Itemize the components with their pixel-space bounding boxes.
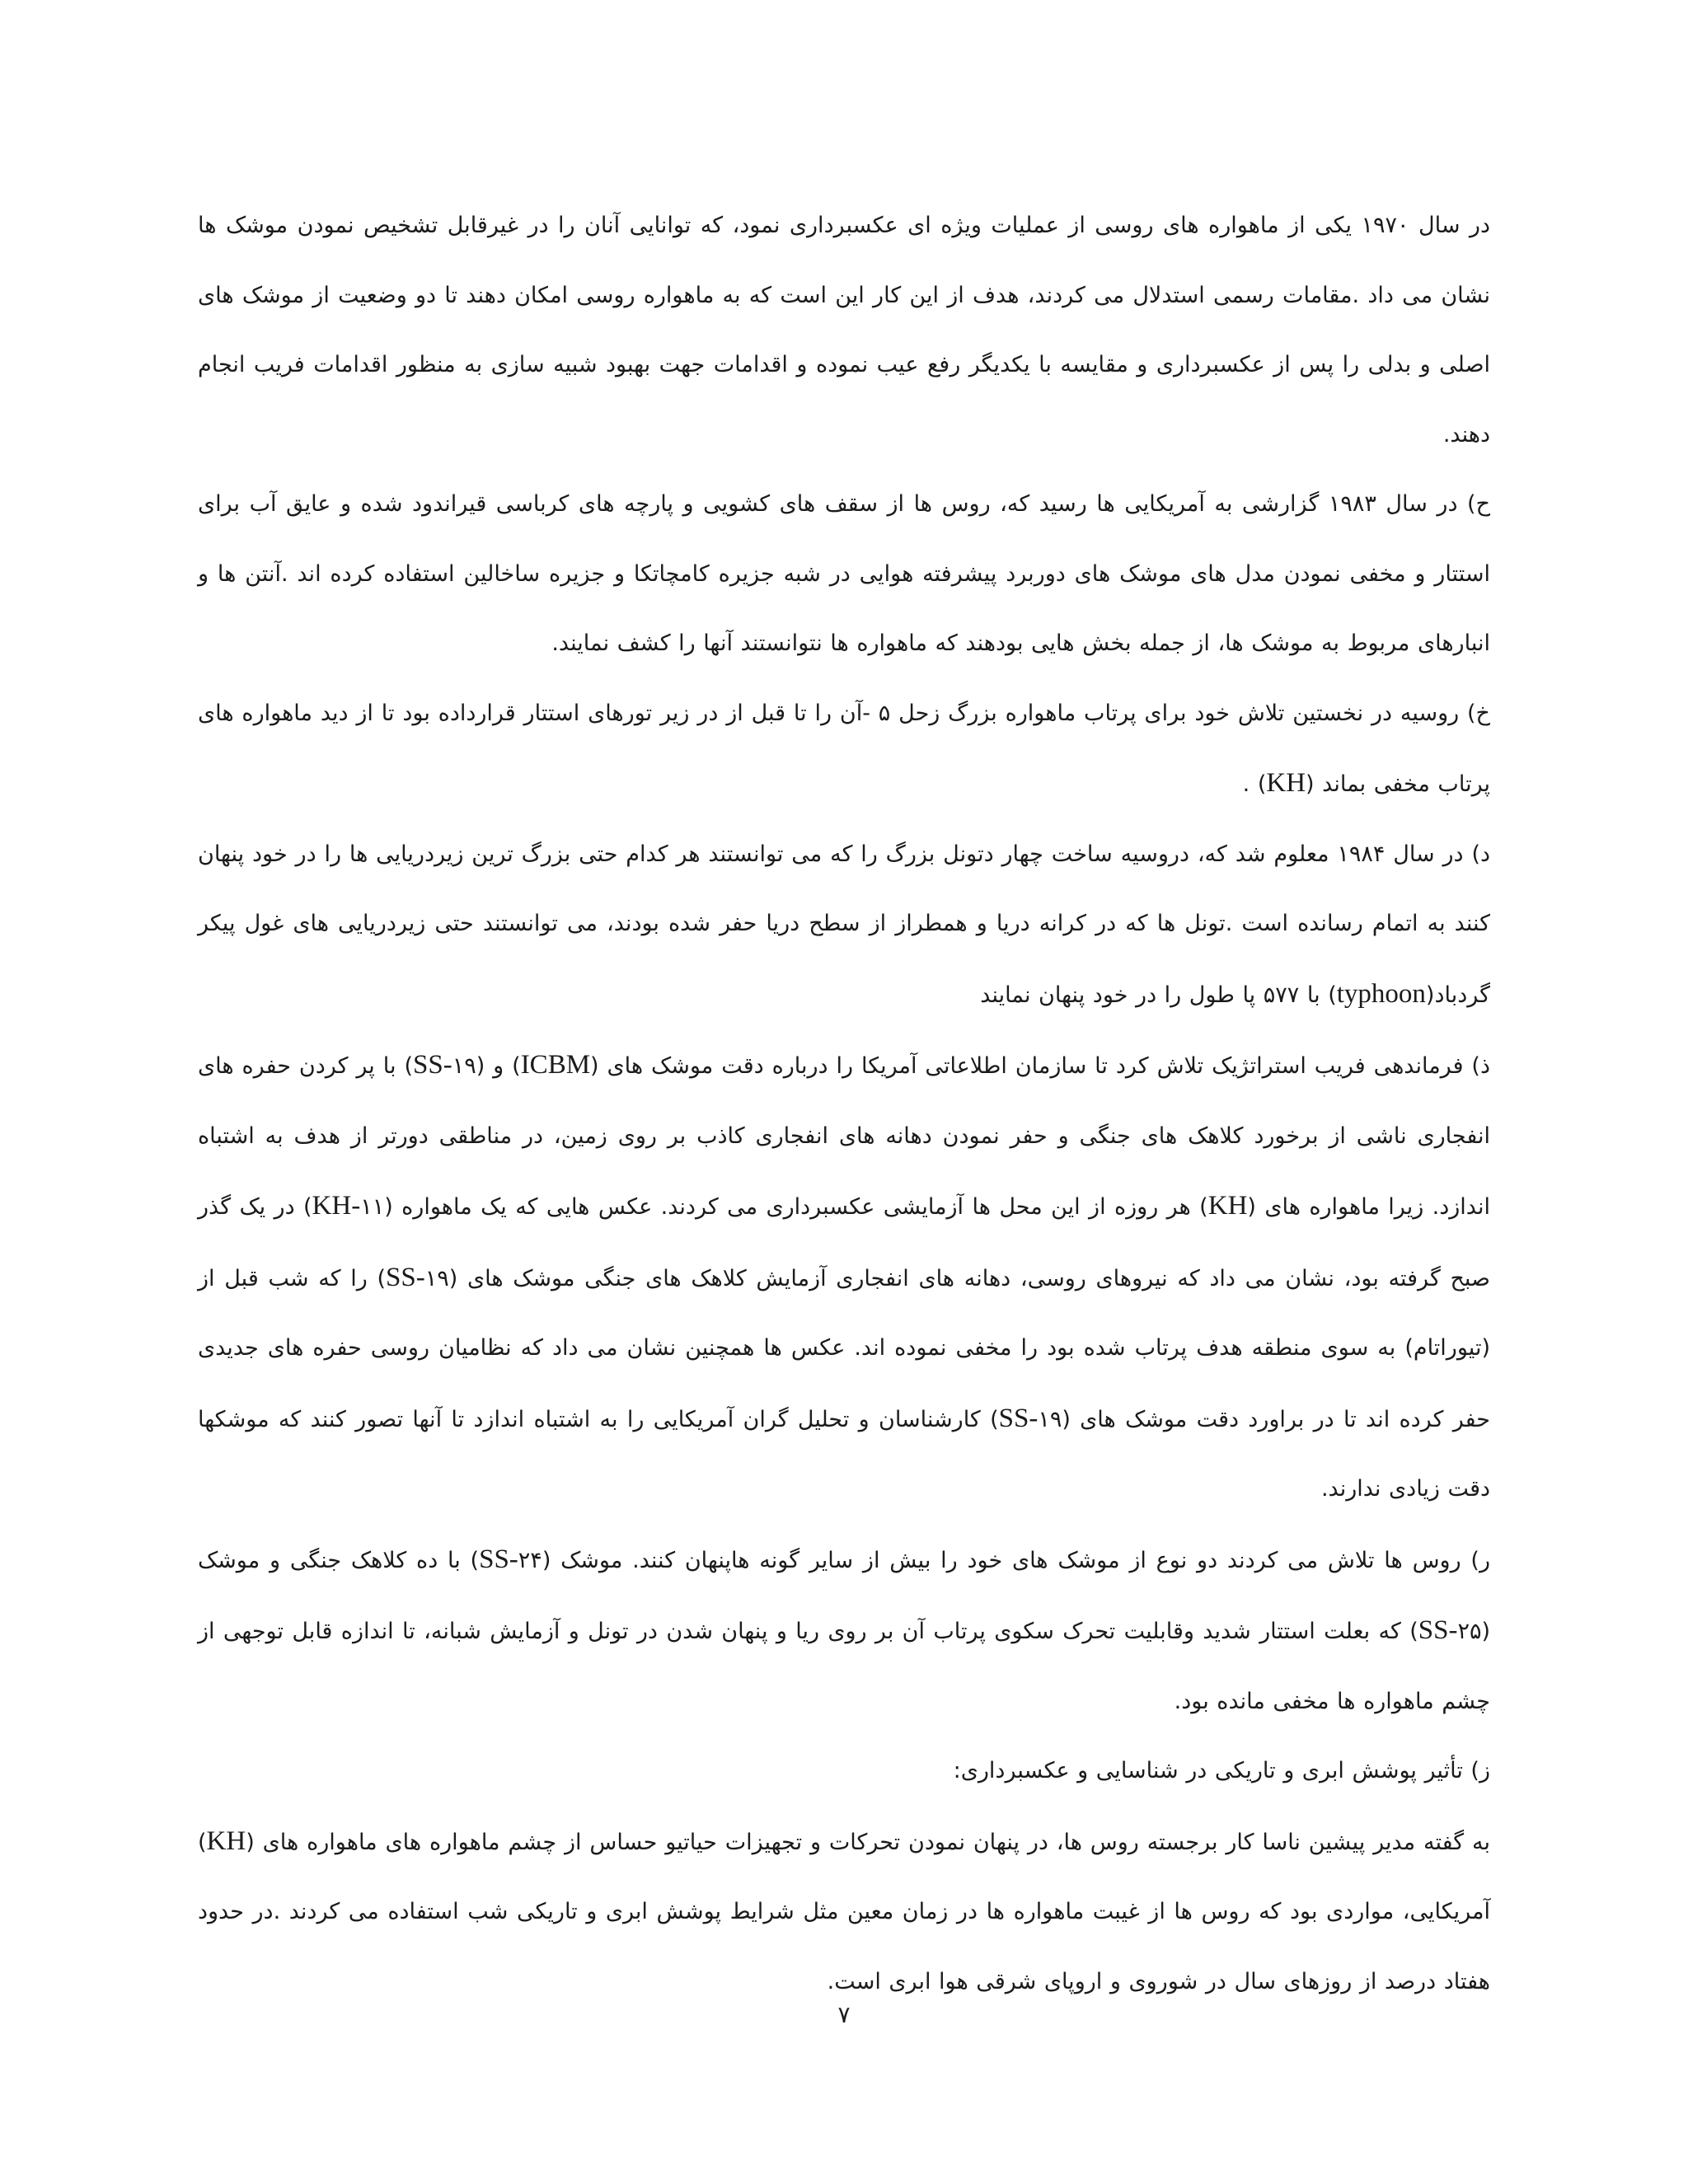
document-body [198,191,1490,2017]
page-number: ۷ [837,2001,851,2028]
latin-term: KH [206,1825,246,1856]
latin-term: KH [1207,1191,1248,1221]
latin-term: typhoon [1336,978,1426,1009]
latin-term: SS- [998,1403,1039,1433]
paragraph-satellite-1970: در سال ۱۹۷۰ یکی از ماهواره های روسی از عملیات ویژه ای عکسبرداری نمود، که توانایی آنان را در غیرقابل تشخیص نمودن موشک ها نشان می داد .مقامات رسمی استدلال می کردند، هدف از این کار این است که به ماهواره روسی امکان دهند تا دو وضعیت از موشک های اصلی و بدلی را پس از عکسبرداری و مقایسه با یکدیگر رفع عیب نموده و اقدامات جهت بهبود شبیه سازی به منظور اقدامات فریب انجام دهند. [198,213,1490,448]
paragraph-d-1984-tunnels: د) در سال ۱۹۸۴ معلوم شد که، دروسیه ساخت چهار دتونل بزرگ را که می توانستند هر کدام حتی بزرگ ترین زیردریایی ها را در خود پنهان کنند به اتمام رسانده است .تونل ها که در کرانه دریا و همطراز از سطح دریا حفر شده بودند، می توانستند حتی زیردریایی های غول پیکر گردباد(typhoon) با ۵۷۷ پا طول را در خود پنهان نمایند [198,841,1490,1009]
latin-term: KH [1266,768,1306,798]
latin-term: KH- [312,1191,361,1221]
paragraph-h-1983: ح) در سال ۱۹۸۳ گزارشی به آمریکایی ها رسید که، روس ها از سقف های کشویی و پارچه های کرباسی قیراندود شده و عایق آب برای استتار و مخفی نمودن مدل های موشک های دوربرد پیشرفته هوایی در شبه جزیره کامچاتکا و جزیره ساخالین استفاده کرده اند .آنتن ها و انبارهای مربوط به موشک ها، از جمله بخش هایی بودهند که ماهواره ها نتوانستند آنها را کشف نمایند. [198,491,1490,656]
section-heading-cloud-cover: ز) تأثیر پوشش ابری و تاریکی در شناسایی و عکسبرداری: [953,1758,1490,1783]
paragraph-r-missiles: ر) روس ها تلاش می کردند دو نوع از موشک های خود را بیش از سایر گونه هاپنهان کنند. موشک (SS-۲۴) با ده کلاهک جنگی و موشک (SS-۲۵) که بعلت استتار شدید وقابلیت تحرک سکوی پرتاب آن بر روی ریا و پنهان شدن در تونل و آزمایش شبانه، تا اندازه قابل توجهی از چشم ماهواره ها مخفی مانده بود. [198,1544,1490,1714]
paragraph-nasa-director: به گفته مدیر پیشین ناسا کار برجسته روس ها، در پنهان نمودن تحرکات و تجهیزات حیاتیو حساس از چشم ماهواره های ماهواره های (KH) آمریکایی، مواردی بود که روس ها از غیبت ماهواره ها در زمان معین مثل شرایط پوشش ابری و تاریکی شب استفاده می کردند .در حدود هفتاد درصد از روزهای سال در شوروی و اروپای شرقی هوا ابری است. [198,1825,1490,1994]
paragraph-z-strategic-deception: ذ) فرماندهی فریب استراتژیک تلاش کرد تا سازمان اطلاعاتی آمریکا را درباره دقت موشک های (ICBM) و (SS-۱۹) با پر کردن حفره های انفجاری ناشی از برخورد کلاهک های جنگی و حفر نمودن دهانه های انفجاری کاذب بر روی زمین، در مناطقی دورتر از هدف به اشتباه اندازد. زیرا ماهواره های (KH) هر روزه از این محل ها آزمایشی عکسبرداری می کردند. عکس هایی که یک ماهواره (KH-۱۱) در یک گذر صبح گرفته بود، نشان می داد که نیروهای روسی، دهانه های انفجاری آزمایش کلاهک های جنگی موشک های (SS-۱۹) را که شب قبل از (تیوراتام) به سوی منطقه هدف پرتاب شده بود را مخفی نموده اند. عکس ها همچنین نشان می داد که نظامیان روسی حفره های جدیدی حفر کرده اند تا در براورد دقت موشک های (SS-۱۹) کارشناسان و تحلیل گران آمریکایی را به اشتباه اندازد تا آنها تصور کنند که موشکها دقت زیادی ندارند. [198,1050,1490,1502]
latin-term: SS- [412,1050,452,1080]
latin-term: SS- [386,1262,425,1292]
latin-term: SS- [1418,1615,1458,1645]
latin-term: SS- [479,1544,518,1574]
latin-term: ICBM [520,1050,591,1080]
paragraph-kh-saturn5: خ) روسیه در نخستین تلاش خود برای پرتاب ماهواره بزرگ زحل ۵ -آن را تا قبل از در زیر تورهای استتار قرارداده بود تا از دید ماهواره های پرتاب مخفی بماند (KH) . [198,700,1490,798]
